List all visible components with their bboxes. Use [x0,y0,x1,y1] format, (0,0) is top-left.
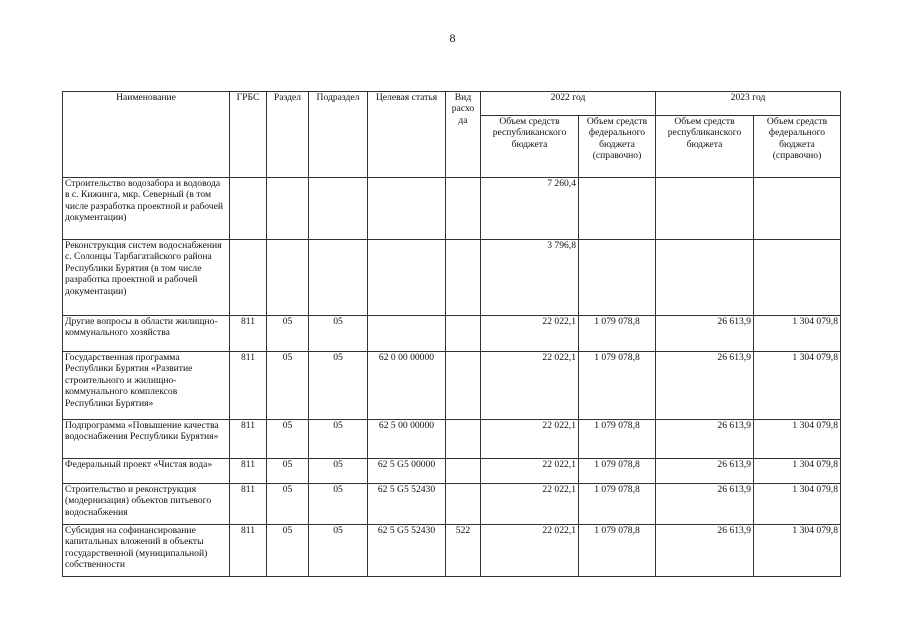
row-razdel [267,240,309,316]
row-name: Федеральный проект «Чистая вода» [63,459,230,484]
row-name: Другие вопросы в области жилищно-коммунального хозяйства [63,316,230,352]
page-number: 8 [449,31,456,45]
row-resp-2022: 3 796,8 [481,240,579,316]
row-fed-2023: 1 304 079,8 [754,420,841,459]
row-resp-2022: 22 022,1 [481,484,579,525]
row-razdel: 05 [267,316,309,352]
row-resp-2022: 22 022,1 [481,316,579,352]
header-row [63,92,841,116]
row-name: Подпрограмма «Повышение качества водоснабжения Республики Бурятия» [63,420,230,459]
row-razdel: 05 [267,484,309,525]
row-expense-type: 522 [446,525,481,577]
row-resp-2023: 26 613,9 [656,484,754,525]
table-row [63,459,841,484]
row-name: Строительство водозабора и водовода в с. Кижинга, мкр. Северный (в том числе разработка проектной и рабочей документации) [63,178,230,240]
row-grbs: 811 [230,420,267,459]
row-grbs: 811 [230,525,267,577]
row-fed-2023: 1 304 079,8 [754,484,841,525]
table-row [63,178,841,240]
row-fed-2022 [579,240,656,316]
row-fed-2022: 1 079 078,8 [579,316,656,352]
row-grbs: 811 [230,316,267,352]
row-resp-2023 [656,178,754,240]
col-header-expense-type: Вид расхо да [446,92,481,178]
row-target-article: 62 5 G5 00000 [368,459,446,484]
row-expense-type [446,484,481,525]
row-expense-type [446,352,481,420]
table-row [63,352,841,420]
row-resp-2022: 22 022,1 [481,459,579,484]
row-target-article: 62 5 G5 52430 [368,525,446,577]
row-fed-2022: 1 079 078,8 [579,484,656,525]
row-expense-type [446,178,481,240]
row-expense-type [446,316,481,352]
row-fed-2023: 1 304 079,8 [754,352,841,420]
row-resp-2022: 22 022,1 [481,352,579,420]
row-target-article [368,240,446,316]
table-row [63,316,841,352]
col-header-resp-2022: Объем средств республиканского бюджета [481,116,579,178]
row-resp-2023: 26 613,9 [656,352,754,420]
row-podrazdel: 05 [309,316,368,352]
row-podrazdel: 05 [309,420,368,459]
row-target-article: 62 0 00 00000 [368,352,446,420]
row-target-article [368,178,446,240]
row-fed-2023 [754,240,841,316]
row-expense-type [446,420,481,459]
row-expense-type [446,459,481,484]
row-fed-2022: 1 079 078,8 [579,525,656,577]
row-resp-2023 [656,240,754,316]
row-fed-2023 [754,178,841,240]
table-row [63,420,841,459]
row-grbs: 811 [230,459,267,484]
row-razdel: 05 [267,420,309,459]
row-resp-2022: 7 260,4 [481,178,579,240]
row-resp-2022: 22 022,1 [481,525,579,577]
row-razdel: 05 [267,459,309,484]
col-header-target-article: Целевая статья [368,92,446,178]
row-name: Субсидия на софинансирование капитальных вложений в объекты государственной (муниципальной) собственности [63,525,230,577]
row-grbs: 811 [230,484,267,525]
col-header-name: Наименование [63,92,230,178]
row-name: Строительство и реконструкция (модернизация) объектов питьевого водоснабжения [63,484,230,525]
row-resp-2023: 26 613,9 [656,420,754,459]
col-header-razdel: Раздел [267,92,309,178]
row-target-article [368,316,446,352]
budget-table [62,91,841,577]
row-razdel [267,178,309,240]
row-resp-2023: 26 613,9 [656,316,754,352]
col-header-resp-2023: Объем средств республиканского бюджета [656,116,754,178]
row-resp-2023: 26 613,9 [656,459,754,484]
table-row [63,525,841,577]
row-podrazdel: 05 [309,525,368,577]
row-resp-2022: 22 022,1 [481,420,579,459]
col-header-year-2023: 2023 год [656,92,841,116]
row-fed-2022: 1 079 078,8 [579,459,656,484]
row-grbs [230,178,267,240]
col-header-grbs: ГРБС [230,92,267,178]
row-podrazdel: 05 [309,459,368,484]
row-razdel: 05 [267,525,309,577]
row-fed-2022 [579,178,656,240]
table-row [63,240,841,316]
row-razdel: 05 [267,352,309,420]
row-resp-2023: 26 613,9 [656,525,754,577]
row-podrazdel: 05 [309,352,368,420]
row-grbs [230,240,267,316]
row-fed-2023: 1 304 079,8 [754,459,841,484]
row-expense-type [446,240,481,316]
table-row [63,484,841,525]
row-target-article: 62 5 G5 52430 [368,484,446,525]
row-podrazdel [309,178,368,240]
row-fed-2023: 1 304 079,8 [754,525,841,577]
row-podrazdel [309,240,368,316]
col-header-podrazdel: Подраздел [309,92,368,178]
row-grbs: 811 [230,352,267,420]
col-header-year-2022: 2022 год [481,92,656,116]
row-fed-2022: 1 079 078,8 [579,420,656,459]
row-name: Реконструкция систем водоснабжения с. Солонцы Тарбагатайского района Республики Бурятия (в том числе разработка проектной и рабочей документации) [63,240,230,316]
row-name: Государственная программа Республики Бурятия «Развитие строительного и жилищно-коммунального комплексов Республики Бурятия» [63,352,230,420]
row-target-article: 62 5 00 00000 [368,420,446,459]
row-fed-2023: 1 304 079,8 [754,316,841,352]
row-podrazdel: 05 [309,484,368,525]
row-fed-2022: 1 079 078,8 [579,352,656,420]
col-header-fed-2022: Объем средств федерального бюджета (справочно) [579,116,656,178]
col-header-fed-2023: Объем средств федерального бюджета (справочно) [754,116,841,178]
